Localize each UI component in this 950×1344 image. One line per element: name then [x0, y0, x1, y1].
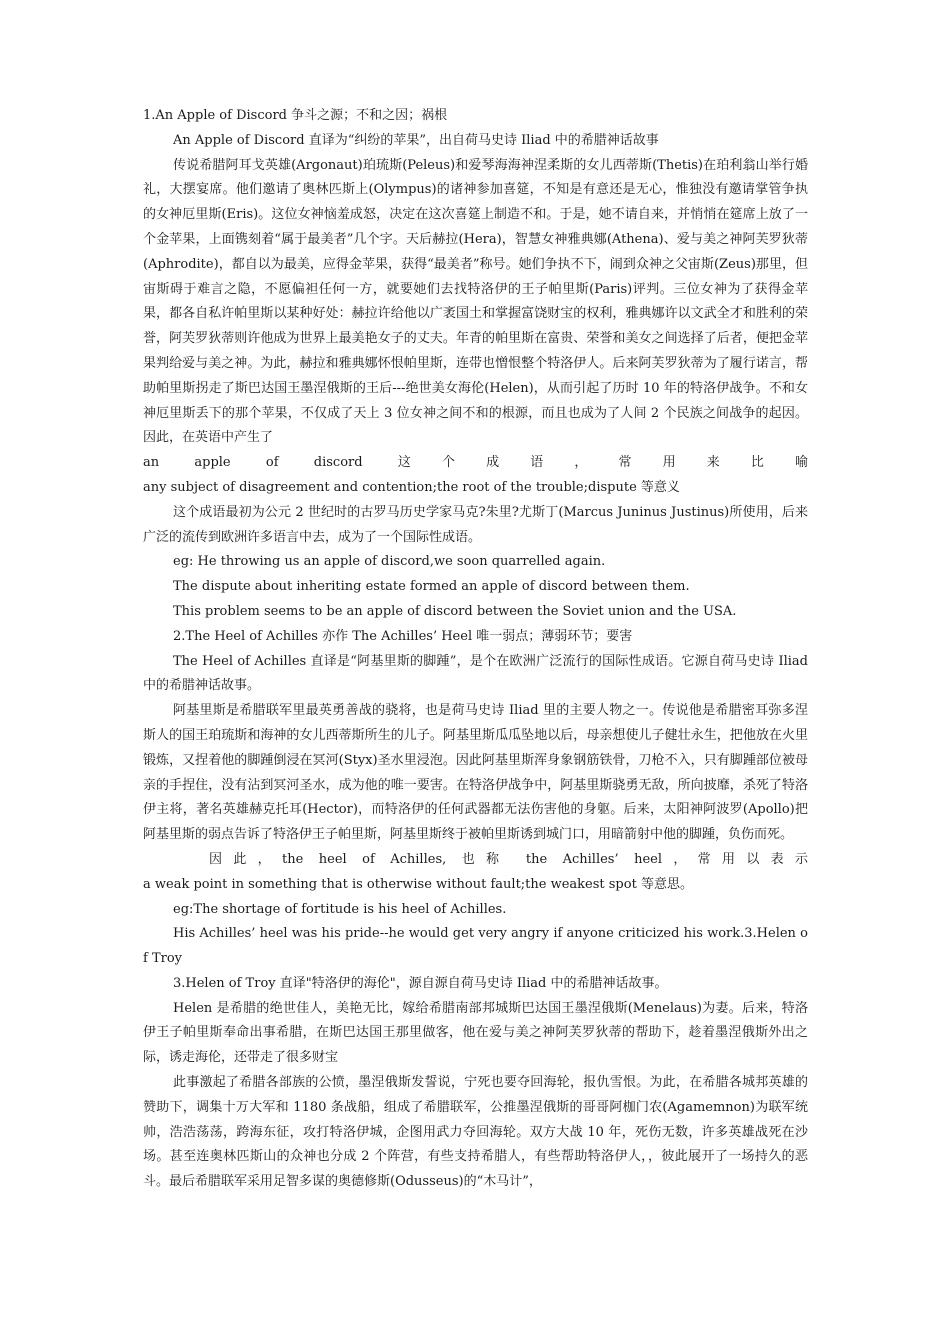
paragraph: 这个成语最初为公元 2 世纪时的古罗马历史学家马克?朱里?尤斯丁(Marcus Juninus Justinus)所使用，后来广泛的流传到欧洲许多语言中去，成为了一个国际性成语。: [143, 504, 808, 545]
paragraph: 传说希腊阿耳戈英雄(Argonaut)珀琉斯(Peleus)和爱琴海海神涅柔斯的女儿西蒂斯(Thetis)在珀利翁山举行婚礼，大摆宴席。他们邀请了奥林匹斯上(Olympus)的诸神参加喜筵，不知是有意还是无心，惟独没有邀请掌管争执的女神厄里斯(Eris)。这位女神恼羞成怒，决定在这次喜筵上制造不和。于是，她不请自来，并悄悄在筵席上放了一个金苹果，上面镌刻着“属于最美者”几个字。天后赫拉(Hera)，智慧女神雅典娜(Athena)、爱与美之神阿芙罗狄蒂(Aphrodite)，都自以为最美，应得金苹果，获得“最美者”称号。她们争执不下，闹到众神之父宙斯(Zeus)那里，但宙斯碍于难言之隐，不愿偏袒任何一方，就要她们去找特洛伊的王子帕里斯(Paris)评判。三位女神为了获得金苹果，都各自私许帕里斯以某种好处：赫拉许给他以广袤国土和掌握富饶财宝的权利，雅典娜许以文武全才和胜利的荣誉，阿芙罗狄蒂则许他成为世界上最美艳女子的丈夫。年青的帕里斯在富贵、荣誉和美女之间选择了后者，便把金苹果判给爱与美之神。为此，赫拉和雅典娜怀恨帕里斯，连带也憎恨整个特洛伊人。后来阿芙罗狄蒂为了履行诺言，帮助帕里斯拐走了斯巴达国王墨涅俄斯的王后---绝世美女海伦(Helen)，从而引起了历时 10 年的特洛伊战争。不和女神厄里斯丢下的那个苹果，不仅成了天上 3 位女神之间不和的根源，而且也成为了人间 2 个民族之间战争的起因。因此，在英语中产生了: [143, 157, 808, 446]
paragraph: An Apple of Discord 直译为“纠纷的苹果”，出自荷马史诗 Iliad 中的希腊神话故事: [173, 132, 659, 148]
document-body: [143, 104, 808, 1195]
paragraph: any subject of disagreement and contention;the root of the trouble;dispute 等意义: [143, 479, 680, 495]
example-sentence: eg:The shortage of fortitude is his heel of Achilles.: [173, 901, 507, 917]
heading-helen-of-troy: 3.Helen of Troy 直译"特洛伊的海伦"，源自源自荷马史诗 Iliad 中的希腊神话故事。: [173, 975, 668, 991]
paragraph: The Heel of Achilles 直译是“阿基里斯的脚踵”，是个在欧洲广泛流行的国际性成语。它源自荷马史诗 Iliad 中的希腊神话故事。: [143, 653, 808, 694]
example-sentence: eg: He throwing us an apple of discord,we soon quarrelled again.: [173, 554, 606, 570]
paragraph: an apple of discord 这个成语，常用来比喻: [143, 455, 808, 471]
example-sentence: This problem seems to be an apple of discord between the Soviet union and the USA.: [173, 603, 737, 619]
heading-heel-of-achilles: 2.The Heel of Achilles 亦作 The Achilles’ Heel 唯一弱点；薄弱环节；要害: [173, 628, 633, 644]
paragraph: Helen 是希腊的绝世佳人，美艳无比，嫁给希腊南部邦城斯巴达国王墨涅俄斯(Menelaus)为妻。后来，特洛伊王子帕里斯奉命出事希腊，在斯巴达国王那里做客，他在爱与美之神阿芙罗狄蒂的帮助下，趁着墨涅俄斯外出之际，诱走海伦，还带走了很多财宝: [143, 1000, 808, 1066]
paragraph: 因此，the heel of Achilles, 也称 the Achilles’ heel，常用以表示: [209, 851, 808, 867]
example-sentence: His Achilles’ heel was his pride--he would get very angry if anyone criticized his work.3.Helen of Troy: [143, 926, 808, 967]
heading-apple-of-discord: 1.An Apple of Discord 争斗之源；不和之因；祸根: [143, 108, 448, 123]
example-sentence: The dispute about inheriting estate formed an apple of discord between them.: [173, 579, 690, 595]
paragraph: 此事激起了希腊各部族的公愤，墨涅俄斯发誓说，宁死也要夺回海轮，报仇雪恨。为此，在希腊各城邦英雄的赞助下，调集十万大军和 1180 条战船，组成了希腊联军，公推墨涅俄斯的哥哥阿枷门农(Agamemnon)为联军统帅，浩浩荡荡，跨海东征，攻打特洛伊城，企图用武力夺回海轮。双方大战 10 年，死伤无数，许多英雄战死在沙场。甚至连奥林匹斯山的众神也分成 2 个阵营，有些支持希腊人，有些帮助特洛伊人，，彼此展开了一场持久的恶斗。最后希腊联军采用足智多谋的奥德修斯(Odusseus)的“木马计”，: [143, 1075, 808, 1190]
paragraph: 阿基里斯是希腊联军里最英勇善战的骁将，也是荷马史诗 Iliad 里的主要人物之一。传说他是希腊密耳弥多涅斯人的国王珀琉斯和海神的女儿西蒂斯所生的儿子。阿基里斯瓜瓜坠地以后，母亲想使儿子健壮永生，把他放在火里锻炼，又捏着他的脚踵倒浸在冥河(Styx)圣水里浸泡。因此阿基里斯浑身象钢筋铁骨，刀枪不入，只有脚踵部位被母亲的手捏住，没有沾到冥河圣水，成为他的唯一要害。在特洛伊战争中，阿基里斯骁勇无敌，所向披靡，杀死了特洛伊主将，著名英雄赫克托耳(Hector)，而特洛伊的任何武器都无法伤害他的身躯。后来，太阳神阿波罗(Apollo)把阿基里斯的弱点告诉了特洛伊王子帕里斯，阿基里斯终于被帕里斯诱到城门口，用暗箭射中他的脚踵，负伤而死。: [143, 703, 808, 843]
paragraph: a weak point in something that is otherwise without fault;the weakest spot 等意思。: [143, 876, 693, 892]
